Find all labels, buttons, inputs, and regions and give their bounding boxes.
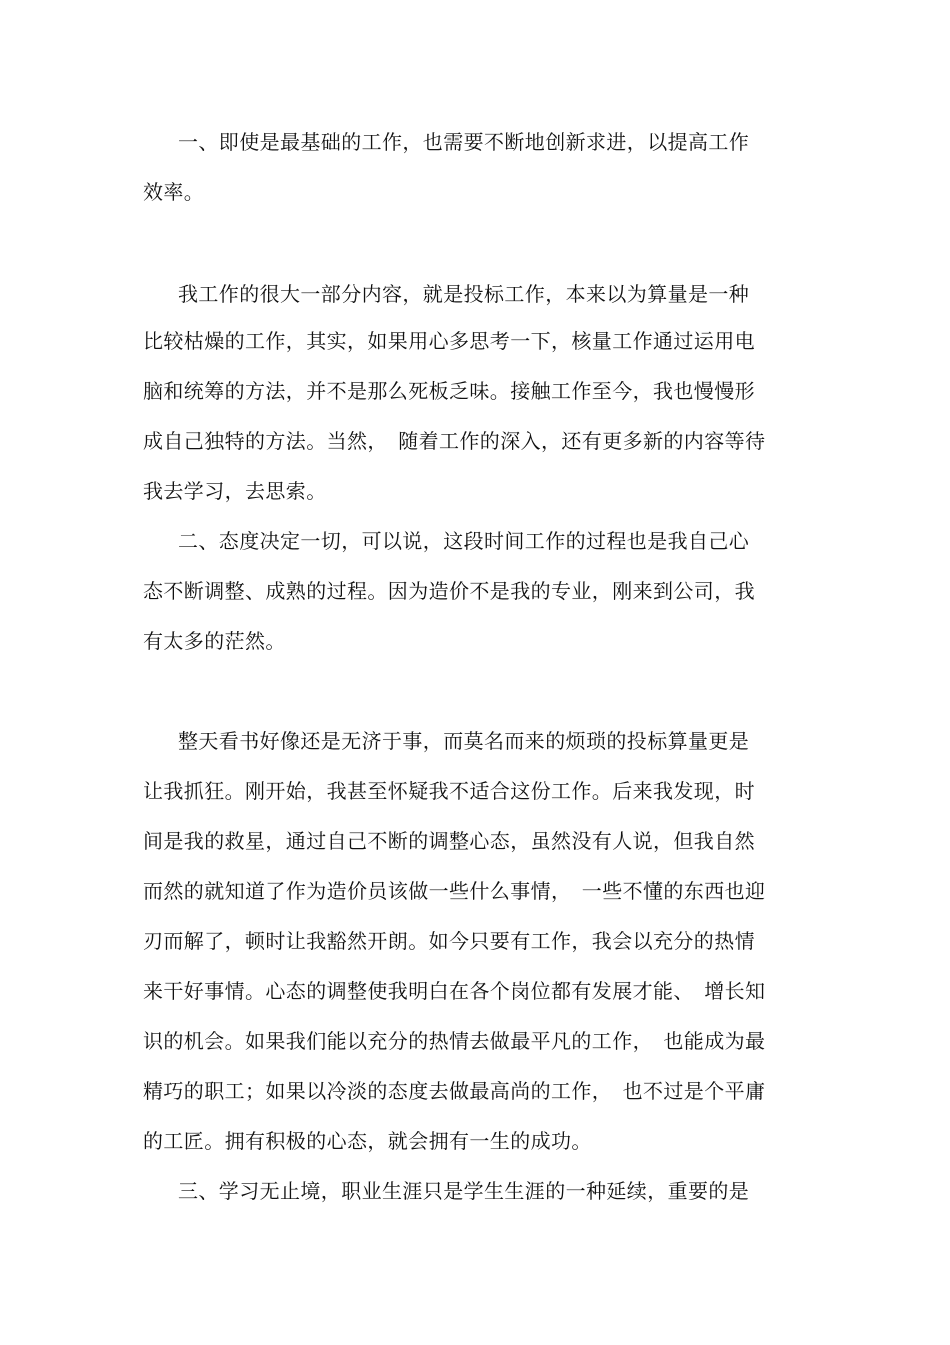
paragraph-4-line-1: 整天看书好像还是无济于事，而莫名而来的烦琐的投标算量更是 <box>178 729 750 753</box>
paragraph-4-line-7: 识的机会。如果我们能以充分的热情去做最平凡的工作， 也能成为最 <box>143 1029 766 1053</box>
paragraph-4-line-8: 精巧的职工；如果以冷淡的态度去做最高尚的工作， 也不过是个平庸 <box>143 1079 766 1103</box>
paragraph-4-line-6: 来干好事情。心态的调整使我明白在各个岗位都有发展才能、 增长知 <box>143 979 766 1003</box>
paragraph-4-line-4: 而然的就知道了作为造价员该做一些什么事情， 一些不懂的东西也迎 <box>143 879 766 903</box>
paragraph-5-line-1: 三、学习无止境，职业生涯只是学生生涯的一种延续，重要的是 <box>178 1179 750 1203</box>
paragraph-2-line-4: 成自己独特的方法。当然， 随着工作的深入，还有更多新的内容等待 <box>143 429 766 453</box>
paragraph-3-line-3: 有太多的茫然。 <box>143 629 286 653</box>
paragraph-2-line-2: 比较枯燥的工作，其实，如果用心多思考一下，核量工作通过运用电 <box>143 329 755 353</box>
paragraph-1-line-1: 一、即使是最基础的工作，也需要不断地创新求进，以提高工作 <box>178 130 750 154</box>
paragraph-2-line-1: 我工作的很大一部分内容，就是投标工作，本来以为算量是一种 <box>178 282 750 306</box>
paragraph-4-line-5: 刃而解了，顿时让我豁然开朗。如今只要有工作，我会以充分的热情 <box>143 929 755 953</box>
paragraph-1-line-2: 效率。 <box>143 180 205 204</box>
paragraph-2-line-3: 脑和统筹的方法，并不是那么死板乏味。接触工作至今，我也慢慢形 <box>143 379 755 403</box>
paragraph-4-line-2: 让我抓狂。刚开始，我甚至怀疑我不适合这份工作。后来我发现，时 <box>143 779 755 803</box>
paragraph-3-line-1: 二、态度决定一切，可以说，这段时间工作的过程也是我自己心 <box>178 529 750 553</box>
paragraph-2-line-5: 我去学习，去思索。 <box>143 479 327 503</box>
paragraph-4-line-3: 间是我的救星，通过自己不断的调整心态，虽然没有人说，但我自然 <box>143 829 755 853</box>
paragraph-4-line-9: 的工匠。拥有积极的心态，就会拥有一生的成功。 <box>143 1129 592 1153</box>
paragraph-3-line-2: 态不断调整、成熟的过程。因为造价不是我的专业，刚来到公司，我 <box>143 579 755 603</box>
